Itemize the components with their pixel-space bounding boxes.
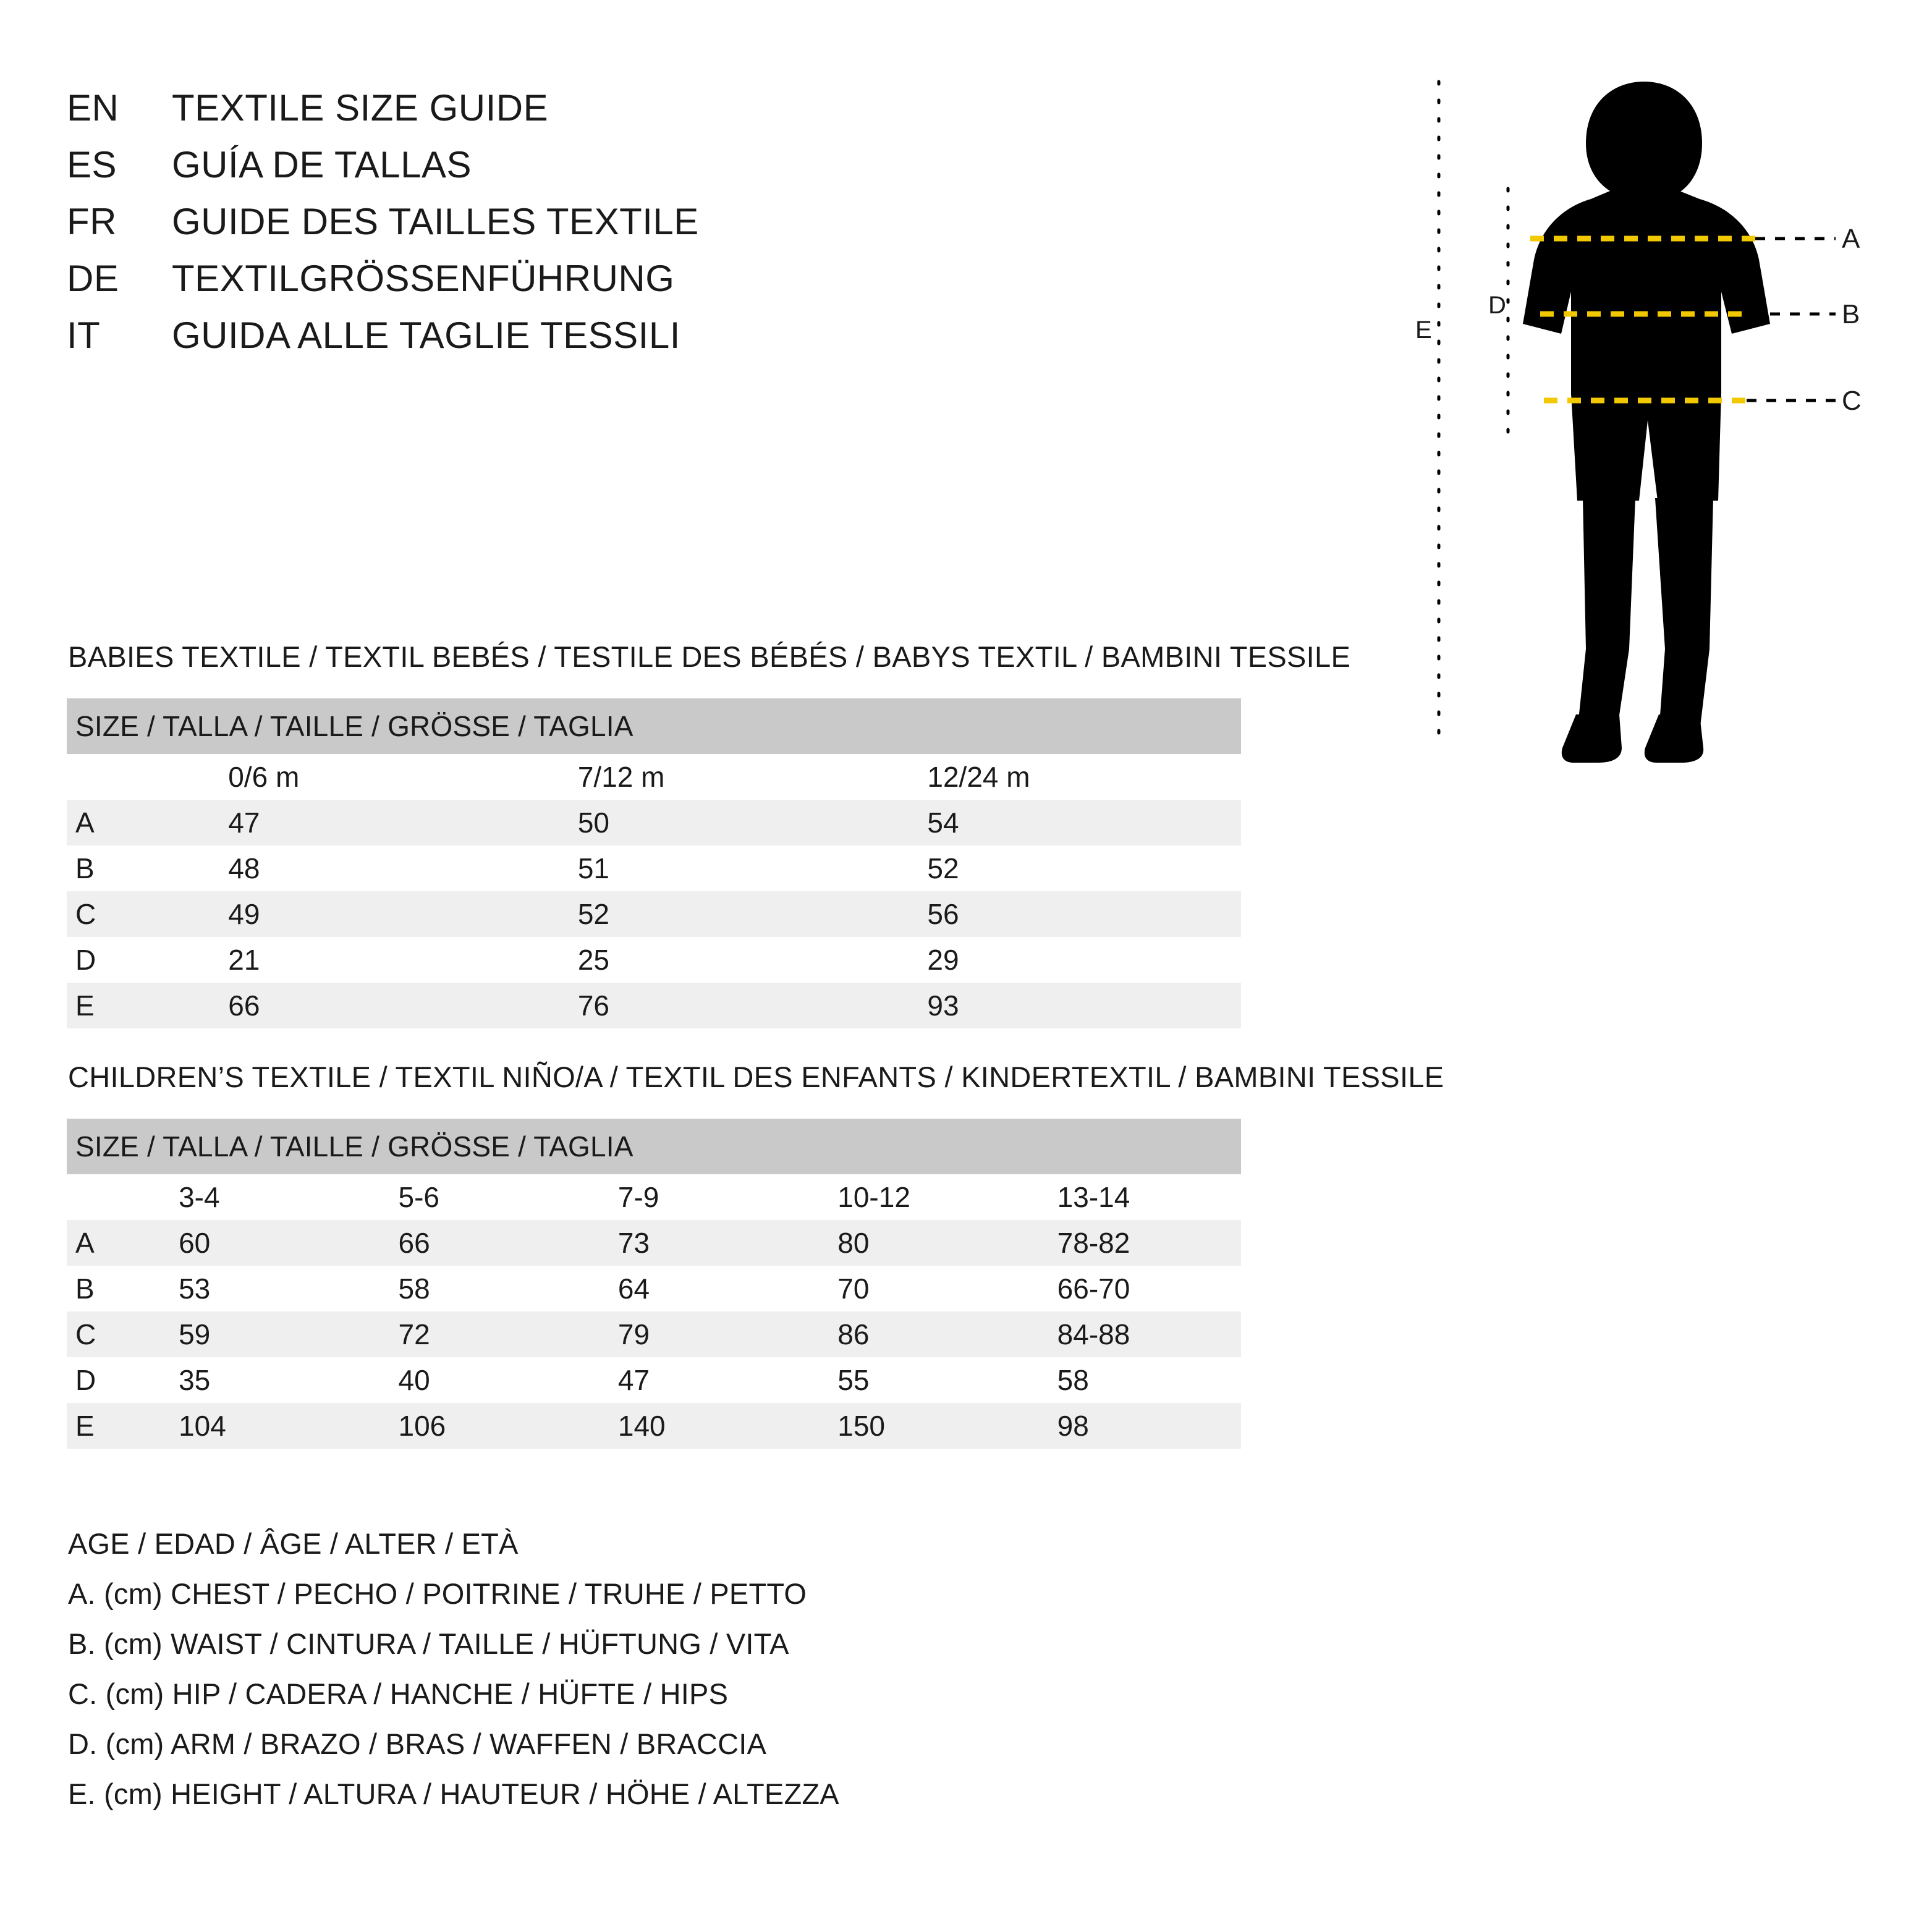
legend-item-c: C. (cm) HIP / CADERA / HANCHE / HÜFTE / HIPS: [68, 1677, 729, 1710]
children-b-0: 53: [179, 1273, 211, 1305]
babies-band-label: SIZE / TALLA / TAILLE / GRÖSSE / TAGLIA: [67, 698, 1241, 754]
language-title-es: GUÍA DE TALLAS: [172, 144, 472, 185]
children-section-heading: CHILDREN’S TEXTILE / TEXTIL NIÑO/A / TEXTIL DES ENFANTS / KINDERTEXTIL / BAMBINI TESSILE: [68, 1061, 1444, 1093]
child-silhouette: [1523, 82, 1770, 763]
children-a-1: 66: [362, 1220, 582, 1266]
table-row: [67, 937, 1241, 983]
children-a-3: 80: [802, 1220, 1021, 1266]
babies-column-0: 0/6 m: [228, 761, 300, 793]
language-title-de: TEXTILGRÖSSENFÜHRUNG: [172, 258, 675, 299]
babies-row-label-c: C: [67, 891, 192, 937]
children-e-4: 98: [1022, 1403, 1241, 1449]
children-c-0: 59: [143, 1311, 362, 1357]
babies-row-label-b: B: [75, 852, 95, 884]
legend-title: AGE / EDAD / ÂGE / ALTER / ETÀ: [68, 1527, 519, 1560]
babies-section-heading: BABIES TEXTILE / TEXTIL BEBÉS / TESTILE DES BÉBÉS / BABYS TEXTIL / BAMBINI TESSILE: [68, 640, 1351, 673]
children-column-2: 7-9: [617, 1181, 659, 1213]
babies-column-header-row: [67, 754, 1241, 800]
language-row-de: [67, 257, 1241, 314]
babies-column-1: 7/12 m: [577, 761, 665, 793]
babies-b-1: 51: [577, 852, 609, 884]
children-column-4: 13-14: [1057, 1181, 1130, 1213]
babies-row-label-d: D: [75, 944, 96, 976]
children-e-1: 106: [362, 1403, 582, 1449]
babies-a-2: 54: [891, 800, 1241, 845]
children-column-header-row: [67, 1174, 1241, 1220]
table-row: [67, 1311, 1241, 1357]
children-b-2: 64: [617, 1273, 650, 1305]
children-d-3: 55: [837, 1364, 870, 1396]
language-code-de: DE: [67, 258, 119, 299]
children-a-0: 60: [143, 1220, 362, 1266]
babies-band-row: [67, 698, 1241, 754]
babies-d-1: 25: [577, 944, 609, 976]
babies-e-0: 66: [192, 983, 542, 1028]
language-code-fr: FR: [67, 201, 117, 242]
children-b-1: 58: [398, 1273, 430, 1305]
legend-item-d: D. (cm) ARM / BRAZO / BRAS / WAFFEN / BRACCIA: [68, 1727, 767, 1760]
babies-d-2: 29: [927, 944, 959, 976]
babies-header-corner: [67, 754, 192, 800]
children-e-0: 104: [143, 1403, 362, 1449]
children-row-label-a: A: [67, 1220, 143, 1266]
children-b-3: 70: [837, 1273, 870, 1305]
legend-item-b: B. (cm) WAIST / CINTURA / TAILLE / HÜFTUNG / VITA: [68, 1627, 789, 1660]
figure-marker-e: E: [1415, 316, 1432, 344]
language-row-it: [67, 314, 1241, 371]
children-band-row: [67, 1119, 1241, 1174]
children-d-2: 47: [617, 1364, 650, 1396]
children-c-4: 84-88: [1022, 1311, 1241, 1357]
children-column-0: 3-4: [179, 1181, 220, 1213]
language-code-it: IT: [67, 315, 101, 356]
children-row-label-c: C: [67, 1311, 143, 1357]
measurement-figure: [1409, 74, 1879, 779]
children-a-4: 78-82: [1022, 1220, 1241, 1266]
figure-marker-b: B: [1842, 299, 1860, 329]
language-title-list: [67, 87, 1241, 371]
table-row: [67, 800, 1241, 845]
legend-item-a: A. (cm) CHEST / PECHO / POITRINE / TRUHE / PETTO: [68, 1577, 807, 1610]
children-c-3: 86: [802, 1311, 1021, 1357]
language-title-en: TEXTILE SIZE GUIDE: [172, 87, 549, 129]
children-band-label: SIZE / TALLA / TAILLE / GRÖSSE / TAGLIA: [67, 1119, 1241, 1174]
figure-marker-c: C: [1842, 386, 1862, 416]
table-row: [67, 1357, 1241, 1403]
children-c-2: 79: [582, 1311, 802, 1357]
children-column-1: 5-6: [398, 1181, 439, 1213]
babies-a-1: 50: [542, 800, 892, 845]
children-a-2: 73: [582, 1220, 802, 1266]
children-e-2: 140: [582, 1403, 802, 1449]
table-row: [67, 845, 1241, 891]
babies-e-1: 76: [542, 983, 892, 1028]
language-row-es: [67, 143, 1241, 200]
children-e-3: 150: [802, 1403, 1021, 1449]
babies-e-2: 93: [891, 983, 1241, 1028]
babies-d-0: 21: [228, 944, 260, 976]
babies-b-2: 52: [927, 852, 959, 884]
children-size-table: [67, 1119, 1241, 1449]
babies-column-2: 12/24 m: [927, 761, 1030, 793]
children-c-1: 72: [362, 1311, 582, 1357]
table-row: [67, 1266, 1241, 1311]
babies-row-label-e: E: [67, 983, 192, 1028]
table-row: [67, 1403, 1241, 1449]
language-title-fr: GUIDE DES TAILLES TEXTILE: [172, 201, 699, 242]
table-row: [67, 983, 1241, 1028]
language-row-en: [67, 87, 1241, 143]
children-row-label-b: B: [75, 1273, 95, 1305]
children-d-4: 58: [1057, 1364, 1089, 1396]
measurement-legend: [68, 1527, 1428, 1827]
figure-marker-a: A: [1842, 224, 1860, 254]
babies-a-0: 47: [192, 800, 542, 845]
table-row: [67, 1220, 1241, 1266]
children-b-4: 66-70: [1057, 1273, 1130, 1305]
babies-c-1: 52: [542, 891, 892, 937]
children-row-label-d: D: [75, 1364, 96, 1396]
figure-marker-d: D: [1488, 292, 1506, 319]
children-d-0: 35: [179, 1364, 211, 1396]
language-code-es: ES: [67, 144, 117, 185]
table-row: [67, 891, 1241, 937]
babies-size-table: [67, 698, 1241, 1028]
children-row-label-e: E: [67, 1403, 143, 1449]
babies-b-0: 48: [228, 852, 260, 884]
language-row-fr: [67, 200, 1241, 257]
language-title-it: GUIDA ALLE TAGLIE TESSILI: [172, 315, 680, 356]
legend-item-e: E. (cm) HEIGHT / ALTURA / HAUTEUR / HÖHE / ALTEZZA: [68, 1777, 839, 1810]
babies-row-label-a: A: [67, 800, 192, 845]
children-d-1: 40: [398, 1364, 430, 1396]
language-code-en: EN: [67, 87, 119, 129]
babies-c-0: 49: [192, 891, 542, 937]
children-header-corner: [67, 1174, 143, 1220]
babies-c-2: 56: [891, 891, 1241, 937]
children-column-3: 10-12: [837, 1181, 910, 1213]
